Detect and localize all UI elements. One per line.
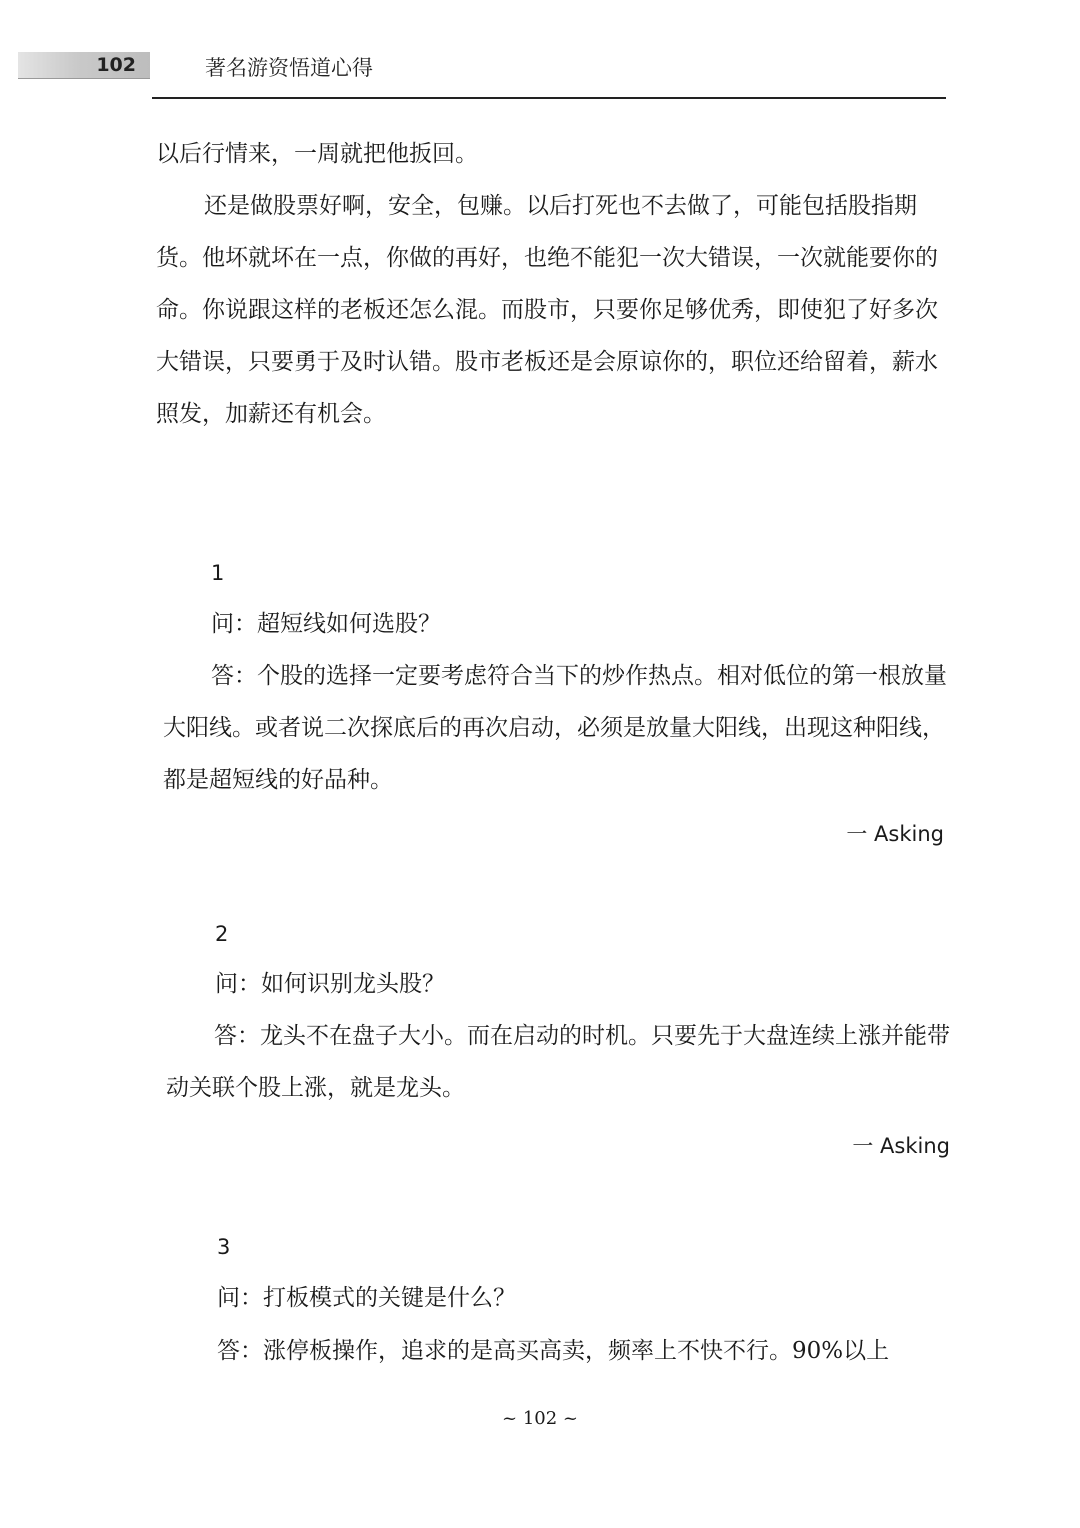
header-page-number: 102 [96, 54, 136, 76]
header-page-number-tab [18, 52, 150, 79]
body-paragraph-1: 以后行情来，一周就把他扳回。 [156, 141, 478, 167]
qa-attribution-2: 一 Asking [852, 1134, 950, 1158]
header-divider [152, 97, 946, 99]
qa-answer-3: 答：涨停板操作，追求的是高买高卖，频率上不快不行。90%以上 [217, 1338, 890, 1364]
body-paragraph-2: 还是做股票好啊，安全，包赚。以后打死也不去做了，可能包括股指期货。他坏就坏在一点，你做的再好，也绝不能犯一次大错误，一次就能要你的命。你说跟这样的老板还怎么混。而股市，只要你足够优秀，即使犯了好多次大错误，只要勇于及时认错。股市老板还是会原谅你的，职位还给留着，薪水照发，加薪还有机会。 [156, 193, 938, 427]
qa-question-3: 问：打板模式的关键是什么？ [217, 1285, 516, 1311]
qa-answer-2: 答：龙头不在盘子大小。而在启动的时机。只要先于大盘连续上涨并能带动关联个股上涨，就是龙头。 [166, 1023, 950, 1101]
qa-question-2: 问：如何识别龙头股？ [215, 971, 445, 997]
qa-number-3: 3 [217, 1235, 231, 1259]
qa-attribution-1: 一 Asking [846, 822, 944, 846]
qa-number-2: 2 [215, 922, 229, 946]
footer-page-number: ~ 102 ~ [502, 1408, 578, 1429]
book-title: 著名游资悟道心得 [205, 56, 373, 80]
qa-number-1: 1 [211, 561, 225, 585]
qa-question-1: 问：超短线如何选股？ [211, 611, 441, 637]
qa-answer-1: 答：个股的选择一定要考虑符合当下的炒作热点。相对低位的第一根放量大阳线。或者说二次探底后的再次启动，必须是放量大阳线，出现这种阳线，都是超短线的好品种。 [163, 663, 947, 793]
